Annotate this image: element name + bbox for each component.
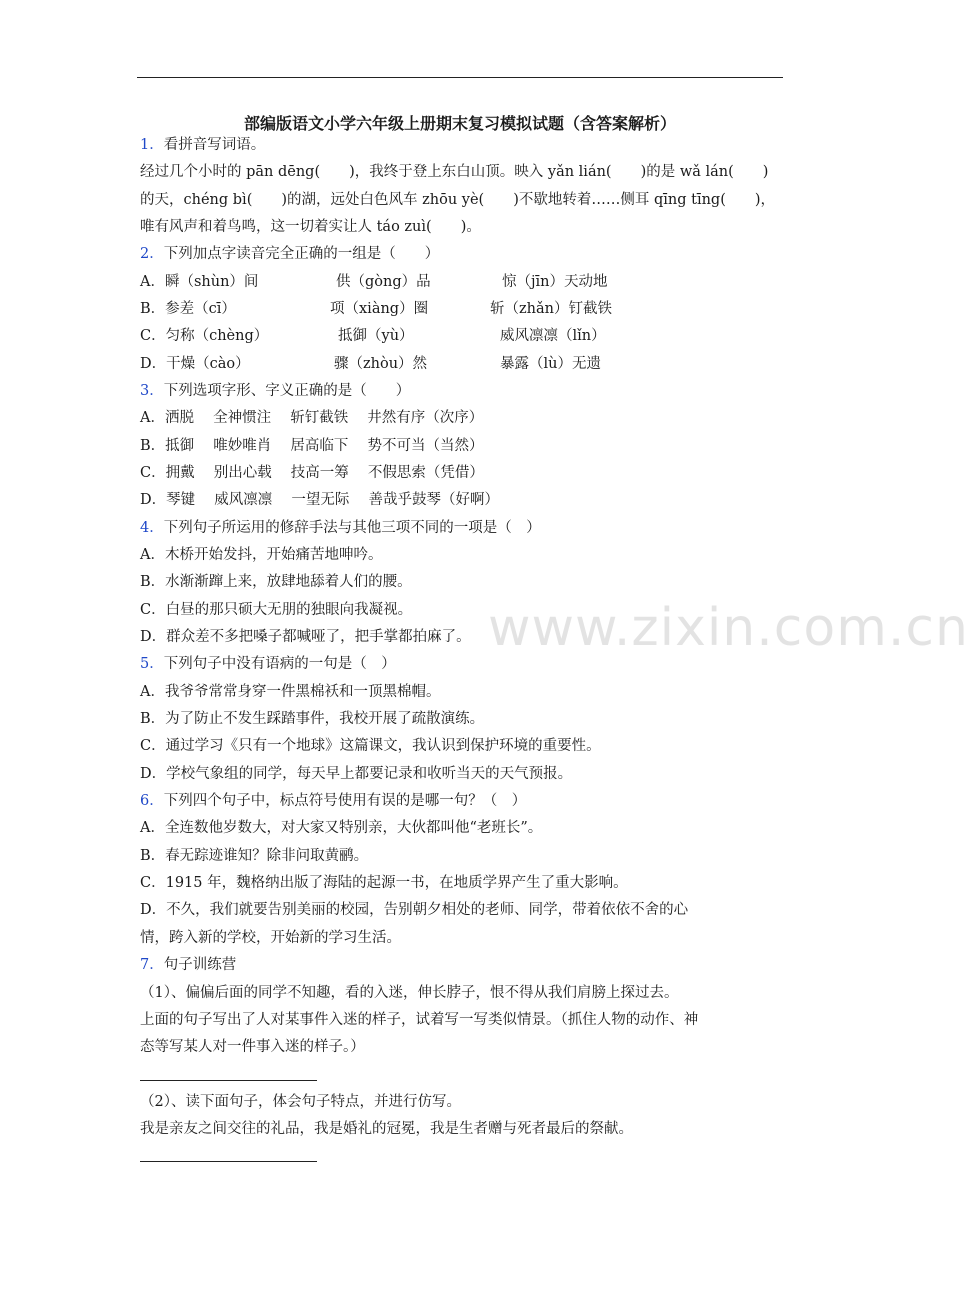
question-1-paragraph-line: 的天，chéng bì( )的湖，远处白色风车 zhōu yè( )不歇地转着……侧耳 qīng tīng( )， <box>140 192 776 208</box>
header-rule <box>137 77 783 78</box>
question-2-option: B．参差（cī） 项（xiàng）圈 斩（zhǎn）钉截铁 <box>140 301 612 317</box>
question-7-sub-1: （1）、偏偏后面的同学不知趣，看的入迷，伸长脖子，恨不得从我们肩膀上探过去。 <box>140 985 679 1001</box>
page-title: 部编版语文小学六年级上册期末复习模拟试题（含答案解析） <box>243 114 676 133</box>
question-5-option: B．为了防止不发生踩踏事件，我校开展了疏散演练。 <box>140 711 485 727</box>
question-6-stem: 6．下列四个句子中，标点符号使用有误的是哪一句？（ ） <box>140 793 527 809</box>
question-2-option: C．匀称（chèng） 抵御（yù） 威风凛凛（lǐn） <box>140 328 606 344</box>
question-6-option-continued: 情，跨入新的学校，开始新的学习生活。 <box>140 930 401 946</box>
question-4-option: C．白昼的那只硕大无朋的独眼向我凝视。 <box>140 602 413 618</box>
question-3-option: B．抵御 唯妙唯肖 居高临下 势不可当（当然） <box>140 438 484 454</box>
question-4-option: A．木桥开始发抖，开始痛苦地呻吟。 <box>140 547 383 563</box>
question-6-option: A．全连数他岁数大，对大家又特别亲，大伙都叫他“老班长”。 <box>140 820 543 836</box>
answer-blank-line[interactable] <box>140 1161 317 1162</box>
question-4-option: B．水渐渐蹿上来，放肆地舔着人们的腰。 <box>140 574 412 590</box>
question-6-option: C．1915 年，魏格纳出版了海陆的起源一书，在地质学界产生了重大影响。 <box>140 875 628 891</box>
question-1-paragraph-line: 经过几个小时的 pān dēng( )，我终于登上东白山顶。映入 yǎn lián( )的是 wǎ lán( ) <box>140 164 769 180</box>
question-7-sub-2-example: 我是亲友之间交往的礼品，我是婚礼的冠冕，我是生者赠与死者最后的祭献。 <box>140 1121 633 1137</box>
question-7-sub-1-instruction: 态等写某人对一件事入迷的样子。） <box>140 1039 365 1055</box>
question-4-stem: 4．下列句子所运用的修辞手法与其他三项不同的一项是（ ） <box>140 520 541 536</box>
question-5-option: A．我爷爷常常身穿一件黑棉袄和一顶黑棉帽。 <box>140 684 441 700</box>
question-number: 2． <box>140 246 164 262</box>
question-number: 7． <box>140 957 164 973</box>
question-2-option: A．瞬（shùn）间 供（gòng）品 惊（jīn）天动地 <box>140 274 608 290</box>
question-number: 5． <box>140 656 164 672</box>
question-4-option: D．群众差不多把嗓子都喊哑了，把手掌都拍麻了。 <box>140 629 471 645</box>
question-5-option: D．学校气象组的同学，每天早上都要记录和收听当天的天气预报。 <box>140 766 573 782</box>
question-3-option: D．琴键 威风凛凛 一望无际 善哉乎鼓琴（好啊） <box>140 492 499 508</box>
question-7-sub-1-instruction: 上面的句子写出了人对某事件入迷的样子，试着写一写类似情景。（抓住人物的动作、神 <box>140 1012 699 1028</box>
question-2-stem: 2．下列加点字读音完全正确的一组是（ ） <box>140 246 440 262</box>
question-number: 3． <box>140 383 164 399</box>
question-1-stem: 1．看拼音写词语。 <box>140 137 266 153</box>
question-number: 1． <box>140 137 164 153</box>
question-number: 4． <box>140 520 164 536</box>
answer-blank-line[interactable] <box>140 1080 317 1081</box>
watermark: www.zixin.com.cn <box>488 598 969 658</box>
question-number: 6． <box>140 793 164 809</box>
question-2-option: D．干燥（cào） 骤（zhòu）然 暴露（lù）无遗 <box>140 356 601 372</box>
question-3-option: C．拥戴 别出心载 技高一筹 不假思索（凭借） <box>140 465 484 481</box>
question-1-paragraph-line: 唯有风声和着鸟鸣，这一切着实让人 táo zuì( )。 <box>140 219 481 235</box>
question-3-stem: 3．下列选项字形、字义正确的是（ ） <box>140 383 411 399</box>
question-5-option: C．通过学习《只有一个地球》这篇课文，我认识到保护环境的重要性。 <box>140 738 601 754</box>
question-3-option: A．洒脱 全神惯注 斩钉截铁 井然有序（次序） <box>140 410 484 426</box>
question-7-sub-2: （2）、读下面句子，体会句子特点，并进行仿写。 <box>140 1094 461 1110</box>
question-5-stem: 5．下列句子中没有语病的一句是（ ） <box>140 656 396 672</box>
question-7-stem: 7．句子训练营 <box>140 957 237 973</box>
question-6-option: D．不久，我们就要告别美丽的校园，告别朝夕相处的老师、同学，带着依依不舍的心 <box>140 902 689 918</box>
question-6-option: B．春无踪迹谁知？除非问取黄鹂。 <box>140 848 369 864</box>
